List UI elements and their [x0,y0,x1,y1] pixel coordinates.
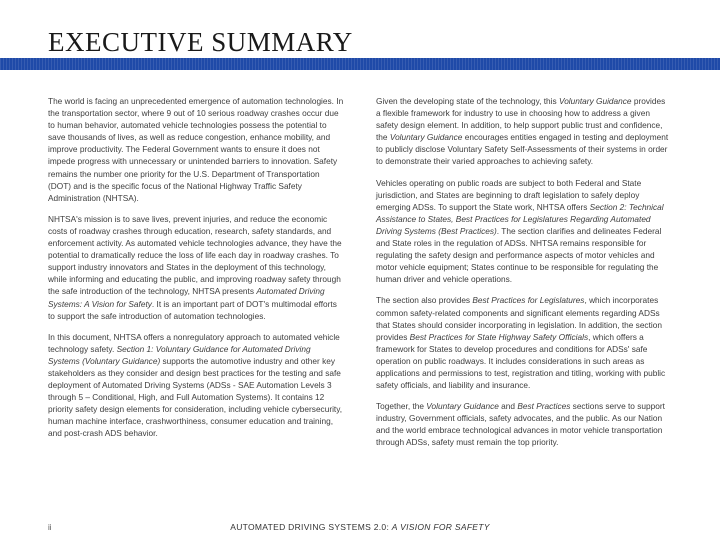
right-paragraph-4: Together, the Voluntary Guidance and Best Practices sections serve to support industry, Government officials, safety advocates, and the public. As our Nation and the world embrace technological advances in motor vehicle transportation through ADSs, safety must remain the top priority. [376,401,665,448]
left-paragraph-2: NHTSA's mission is to save lives, prevent injuries, and reduce the economic costs of roadway crashes through education, research, safety standards, and enforcement activity. As automated vehicle technologies advance, they have the potential to dramatically reduce the loss of life each day in roadway crashes. To support industry innovators and States in the deployment of this technology, while informing and educating the public, and improving roadway safety through the safe introduction of the technology, NHTSA presents Automated Driving Systems: A Vision for Safety. It is an important part of DOT's multimodal efforts to support the safe introduction of automation technologies. [48,213,342,321]
header-band [0,58,720,70]
right-column [376,95,672,458]
left-paragraph-3: In this document, NHTSA offers a nonregulatory approach to automated vehicle technology safety. Section 1: Voluntary Guidance for Automated Driving Systems (Voluntary Guidance) supports the automotive industry and other key stakeholders as they consider and design best practices for the testing and safe deployment of Automated Driving Systems (ADSs - SAE Automation Levels 3 through 5 – Conditional, High, and Full Automation Systems). It contains 12 priority safety design elements for consideration, including vehicle cybersecurity, human machine interface, crashworthiness, consumer education and training, and post-crash ADS behavior. [48,331,343,439]
page-number: ii [48,523,52,532]
right-paragraph-2: Vehicles operating on public roads are subject to both Federal and State jurisdiction, and States are beginning to draft legislation to safely deploy emerging ADSs. To support the State work, NHTSA offers Section 2: Technical Assistance to States, Best Practices for Legislatures Regarding Automated Driving Systems (Best Practices). The section clarifies and delineates Federal and State roles in the regulation of ADSs. NHTSA remains responsible for regulating the safety design and performance aspects of motor vehicles and motor vehicle equipment; States continue to be responsible for regulating the human driver and vehicle operations. [376,177,664,285]
left-column [48,95,344,449]
right-paragraph-3: The section also provides Best Practices for Legislatures, which incorporates common safety-related components and significant elements regarding ADSs that States should consider incorporating in legislation. In addition, the section provides Best Practices for State Highway Safety Officials, which offers a framework for States to develop procedures and conditions for ADSs' safe operation on public roadways. It includes considerations in such areas as applications and permissions to test, registration and titling, working with public safety officials, and liability and insurance. [376,295,666,391]
right-paragraph-1: Given the developing state of the technology, this Voluntary Guidance provides a flexible framework for industry to use in choosing how to address a given safety design element. In addition, to help support public trust and confidence, the Voluntary Guidance encourages entities engaged in testing and deployment to publicly disclose Voluntary Safety Self-Assessments of their systems in order to demonstrate their varied approaches to achieving safety. [376,96,669,167]
left-paragraph-1: The world is facing an unprecedented emergence of automation technologies. In the transportation sector, where 9 out of 10 serious roadway crashes occur due to human behavior, automated vehicle technologies possess the potential to save thousands of lives, as well as reduce congestion, enhance mobility, and improve productivity. The Federal Government wants to ensure it does not impede progress with unnecessary or unintended barriers to innovation. Safety remains the number one priority for the U.S. Department of Transportation (DOT) and is the specific focus of the National Highway Traffic Safety Administration (NHTSA). [48,96,344,203]
page-title: EXECUTIVE SUMMARY [48,27,353,57]
footer-document-title: AUTOMATED DRIVING SYSTEMS 2.0: A VISION FOR SAFETY [230,522,490,532]
